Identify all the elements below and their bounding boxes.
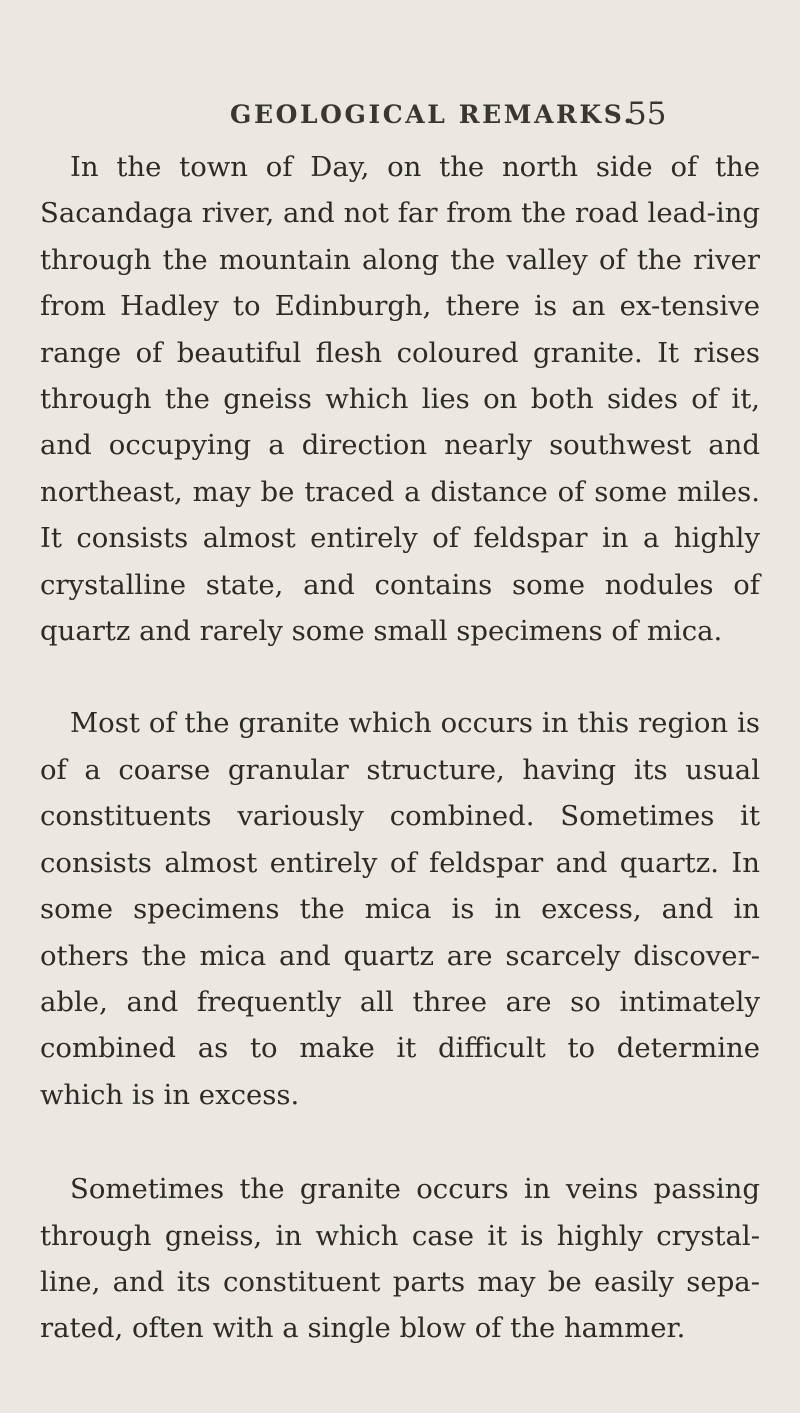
paragraph-granite-day: In the town of Day, on the north side of the Sacandaga river, and not far from the road lead-ing through the mountain along the valley of the river from Hadley to Edinburgh, there is an ex-tensive range of beautiful flesh coloured granite. It rises through the gneiss which lies on both sides of it, and occupying a direction nearly southwest and northeast, may be traced a distance of some miles. It consists almost entirely of feldspar in a highly crystalline state, and contains some nodules of quartz and rarely some small specimens of mica.	[40, 151, 760, 648]
paragraph-granite-veins: Sometimes the granite occurs in veins passing through gneiss, in which case it is highly crystal-line, and its constituent parts may be easily sepa-rated, often with a single blow of the hammer.	[40, 1173, 760, 1345]
page-header	[0, 96, 800, 140]
page-number: 55	[627, 96, 667, 132]
running-title: GEOLOGICAL REMARKS.	[230, 100, 635, 129]
page-body	[40, 144, 760, 1352]
paragraph-granite-structure: Most of the granite which occurs in this region is of a coarse granular structure, having its usual constituents variously combined. Sometimes it consists almost entirely of feldspar and quartz. In some specimens the mica is in excess, and in others the mica and quartz are scarcely discover-able, and frequently all three are so intimately combined as to make it difficult to determine which is in excess.	[40, 707, 760, 1111]
